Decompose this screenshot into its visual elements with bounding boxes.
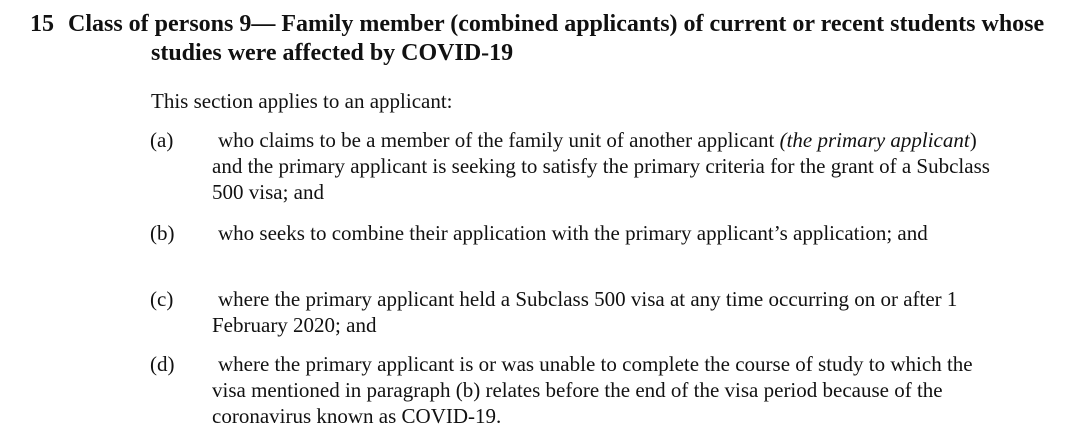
paragraph-label-b: (b) <box>150 221 175 245</box>
paragraph-text-a <box>212 127 1010 205</box>
paragraph-a-text-start: who claims to be a member of the family unit of another applicant <box>218 128 780 152</box>
paragraph-c <box>150 286 1010 338</box>
paragraph-text-b: who seeks to combine their application with the primary applicant’s application; and <box>218 221 928 245</box>
paragraph-d <box>150 351 1010 429</box>
section-heading <box>30 10 1070 68</box>
defined-term-primary-applicant: (the primary applicant <box>779 128 970 152</box>
paragraph-a-text-end: ) and the primary applicant is seeking to satisfy the primary criteria for the grant of a Subclass 500 visa; and <box>212 128 990 204</box>
paragraph-text-c: where the primary applicant held a Subclass 500 visa at any time occurring on or after 1 February 2020; and <box>212 287 958 337</box>
paragraph-text-d: where the primary applicant is or was unable to complete the course of study to which the visa mentioned in paragraph (b) relates before the end of the visa period because of the coronavirus known as COVID-19. <box>212 352 973 428</box>
paragraph-label-d: (d) <box>150 352 175 376</box>
section-number: 15 <box>30 11 54 37</box>
paragraph-b <box>150 220 1010 246</box>
paragraph-label-c: (c) <box>150 287 174 311</box>
paragraph-label-a: (a) <box>150 128 174 152</box>
paragraph-a <box>150 127 1010 205</box>
intro-text: This section applies to an applicant: <box>151 89 453 113</box>
section-title: Class of persons 9— Family member (combined applicants) of current or recent students whose studies were affected by COVID-19 <box>68 11 1045 66</box>
